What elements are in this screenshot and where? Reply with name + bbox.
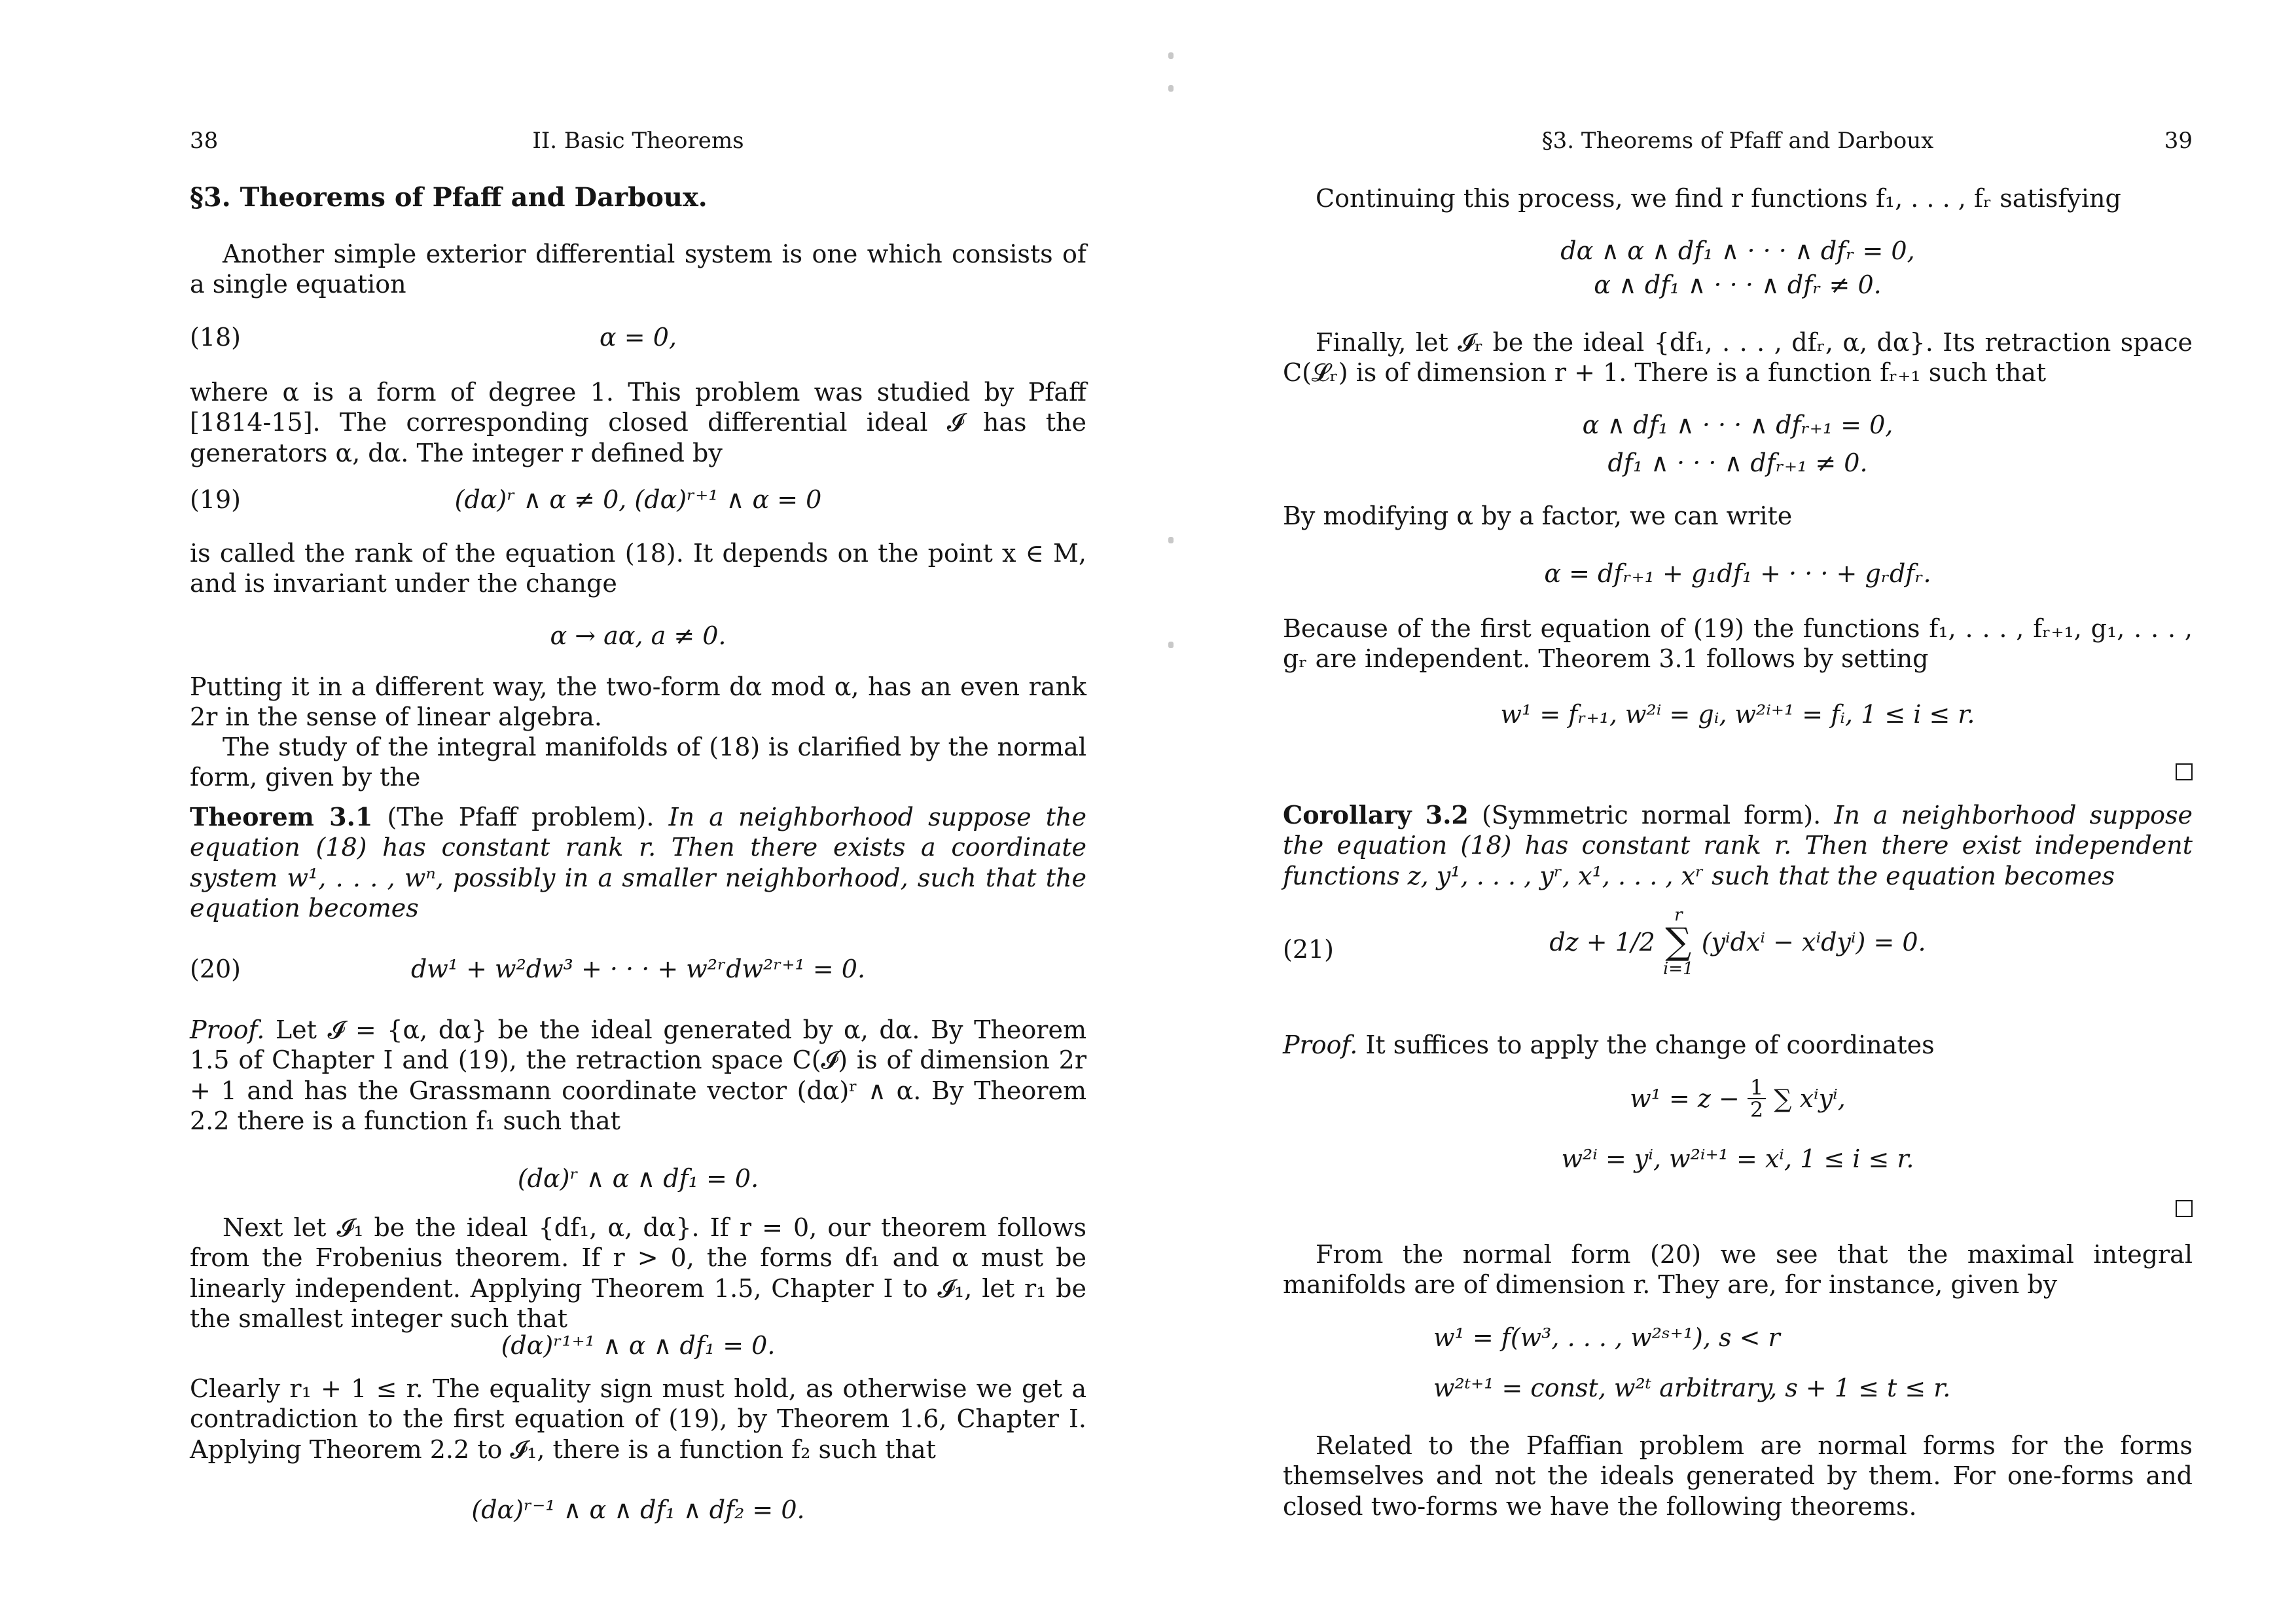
paragraph: The study of the integral manifolds of (18) is clarified by the normal form, given by the — [190, 733, 1086, 792]
equation-f1: (dα)ʳ ∧ α ∧ df₁ = 0. — [517, 1164, 759, 1193]
theorem-text: In a neighborhood suppose the equation (18) has constant rank r. Then there exists a coordinate system w¹, . . . , wⁿ, possibly in a smaller neighborhood, such that the equation becomes — [190, 803, 1086, 923]
equation-number: (20) — [190, 955, 242, 983]
scan-mark — [1168, 52, 1174, 59]
equation-21 — [1283, 907, 2193, 992]
proof-label: Proof. — [190, 1015, 265, 1044]
proof-paragraph — [1283, 1030, 2193, 1060]
corollary-text: In a neighborhood suppose the equation (18) has constant rank r. Then there exist independent functions z, y¹, . . . , yʳ, x¹, . . . , xʳ such that the equation becomes — [1283, 801, 2193, 890]
running-head: II. Basic Theorems — [532, 128, 744, 154]
equation-r1: (dα)ʳ¹⁺¹ ∧ α ∧ df₁ = 0. — [501, 1331, 776, 1360]
sum-upper-limit: r — [1674, 905, 1683, 925]
equation-20 — [190, 954, 1086, 987]
equation-number: (21) — [1283, 935, 1335, 964]
section-title: §3. Theorems of Pfaff and Darboux. — [190, 182, 708, 213]
page-number: 39 — [2164, 128, 2193, 154]
paragraph: From the normal form (20) we see that the maximal integral manifolds are of dimension r. They are, for instance, given by — [1283, 1240, 2193, 1300]
equation-e1-lhs: w¹ = z − — [1630, 1084, 1740, 1113]
paragraph: Because of the first equation of (19) the functions f₁, . . . , fᵣ₊₁, g₁, . . . , gᵣ are independent. Theorem 3.1 follows by setting — [1283, 614, 2193, 674]
equation-body: dw¹ + w²dw³ + · · · + w²ʳdw²ʳ⁺¹ = 0. — [410, 955, 866, 983]
sigma-symbol: ∑ — [1665, 921, 1692, 963]
equation-d: w¹ = fᵣ₊₁, w²ⁱ = gᵢ, w²ⁱ⁺¹ = fᵢ, 1 ≤ i ≤ r. — [1500, 700, 1975, 729]
proof-label: Proof. — [1283, 1030, 1358, 1059]
paragraph: Next let 𝓘₁ be the ideal {df₁, α, dα}. If r = 0, our theorem follows from the Frobenius theorem. If r > 0, the forms df₁ and α must be linearly independent. Applying Theorem 1.5, Chapter I to 𝓘₁, let r₁ be the smallest integer such that — [190, 1213, 1086, 1334]
equation-f2: (dα)ʳ⁻¹ ∧ α ∧ df₁ ∧ df₂ = 0. — [471, 1495, 805, 1524]
sum-lower-limit: i=1 — [1662, 959, 1694, 979]
fraction-numerator: 1 — [1748, 1077, 1766, 1099]
equation-e1 — [1283, 1077, 2193, 1129]
theorem-label: Theorem 3.1 — [190, 802, 373, 831]
fraction — [1748, 1077, 1766, 1120]
paragraph: Continuing this process, we find r functions f₁, . . . , fᵣ satisfying — [1316, 184, 2121, 213]
sum-operator — [1663, 907, 1694, 977]
paragraph: Another simple exterior differential system is one which consists of a single equation — [190, 240, 1086, 299]
paragraph: Clearly r₁ + 1 ≤ r. The equality sign must hold, as otherwise we get a contradiction to the first equation of (19), by Theorem 1.6, Chapter I. Applying Theorem 2.2 to 𝓘₁, there is a function f₂ such that — [190, 1374, 1086, 1464]
qed-box — [2176, 763, 2193, 780]
paragraph: Related to the Pfaffian problem are normal forms for the forms themselves and not the ideals generated by them. For one-forms and closed two-forms we have the following theorems. — [1283, 1431, 2193, 1521]
scan-mark — [1168, 537, 1174, 543]
equation-number: (18) — [190, 323, 242, 352]
proof-text: It suffices to apply the change of coordinates — [1365, 1030, 1935, 1059]
equation-change: α → aα, a ≠ 0. — [550, 621, 726, 650]
equation-e1-rhs: ∑ xⁱyⁱ, — [1774, 1084, 1846, 1113]
proof-text: Let 𝓘 = {α, dα} be the ideal generated by α, dα. By Theorem 1.5 of Chapter I and (19), the retraction space C(𝓘) is of dimension 2r + 1 and has the Grassmann coordinate vector (dα)ʳ ∧ α. By Theorem 2.2 there is a function f₁ such that — [190, 1015, 1086, 1136]
page-number: 38 — [190, 128, 219, 154]
theorem-name: (The Pfaff problem). — [387, 803, 655, 831]
fraction-denominator: 2 — [1749, 1097, 1764, 1122]
paragraph: Finally, let 𝓘ᵣ be the ideal {df₁, . . . , dfᵣ, α, dα}. Its retraction space C(𝓛ᵣ) is of dimension r + 1. There is a function fᵣ₊₁ such that — [1283, 328, 2193, 388]
equation-body — [1283, 907, 2193, 977]
paragraph: is called the rank of the equation (18). It depends on the point x ∈ M, and is invariant under the change — [190, 539, 1086, 598]
running-head: §3. Theorems of Pfaff and Darboux — [1541, 128, 1934, 154]
equation-b2: df₁ ∧ · · · ∧ dfᵣ₊₁ ≠ 0. — [1607, 448, 1868, 477]
equation-a1: dα ∧ α ∧ df₁ ∧ · · · ∧ dfᵣ = 0, — [1560, 236, 1915, 265]
paragraph: By modifying α by a factor, we can write — [1283, 501, 1793, 530]
equation-e2: w²ⁱ = yⁱ, w²ⁱ⁺¹ = xⁱ, 1 ≤ i ≤ r. — [1561, 1144, 1914, 1173]
equation-b1: α ∧ df₁ ∧ · · · ∧ dfᵣ₊₁ = 0, — [1582, 410, 1893, 439]
equation-f1: w¹ = f(w³, . . . , w²ˢ⁺¹), s < r — [1433, 1323, 1780, 1352]
equation-19 — [190, 484, 1086, 517]
proof-paragraph — [190, 1015, 1086, 1136]
equation-body: (dα)ʳ ∧ α ≠ 0, (dα)ʳ⁺¹ ∧ α = 0 — [454, 485, 822, 514]
equation-number: (19) — [190, 485, 242, 514]
paragraph: where α is a form of degree 1. This problem was studied by Pfaff [1814-15]. The corresponding closed differential ideal 𝓘 has the generators α, dα. The integer r defined by — [190, 378, 1086, 467]
corollary-label: Corollary 3.2 — [1283, 800, 1469, 830]
equation-a2: α ∧ df₁ ∧ · · · ∧ dfᵣ ≠ 0. — [1594, 270, 1882, 299]
scan-mark — [1168, 642, 1174, 648]
paragraph: Putting it in a different way, the two-form dα mod α, has an even rank 2r in the sense of linear algebra. — [190, 672, 1086, 732]
scan-mark — [1168, 85, 1174, 92]
equation-18 — [190, 322, 1086, 355]
equation-c: α = dfᵣ₊₁ + g₁df₁ + · · · + gᵣdfᵣ. — [1544, 559, 1931, 588]
equation-f2: w²ᵗ⁺¹ = const, w²ᵗ arbitrary, s + 1 ≤ t ≤ r. — [1433, 1374, 1951, 1402]
sum-rhs: (yⁱdxⁱ − xⁱdyⁱ) = 0. — [1701, 927, 1926, 957]
sum-lhs: dz + 1/2 — [1549, 927, 1655, 957]
qed-box — [2176, 1200, 2193, 1217]
theorem-3-1 — [190, 802, 1086, 923]
corollary-name: (Symmetric normal form). — [1481, 801, 1821, 830]
corollary-3-2 — [1283, 800, 2193, 891]
equation-body: α = 0, — [600, 323, 677, 352]
